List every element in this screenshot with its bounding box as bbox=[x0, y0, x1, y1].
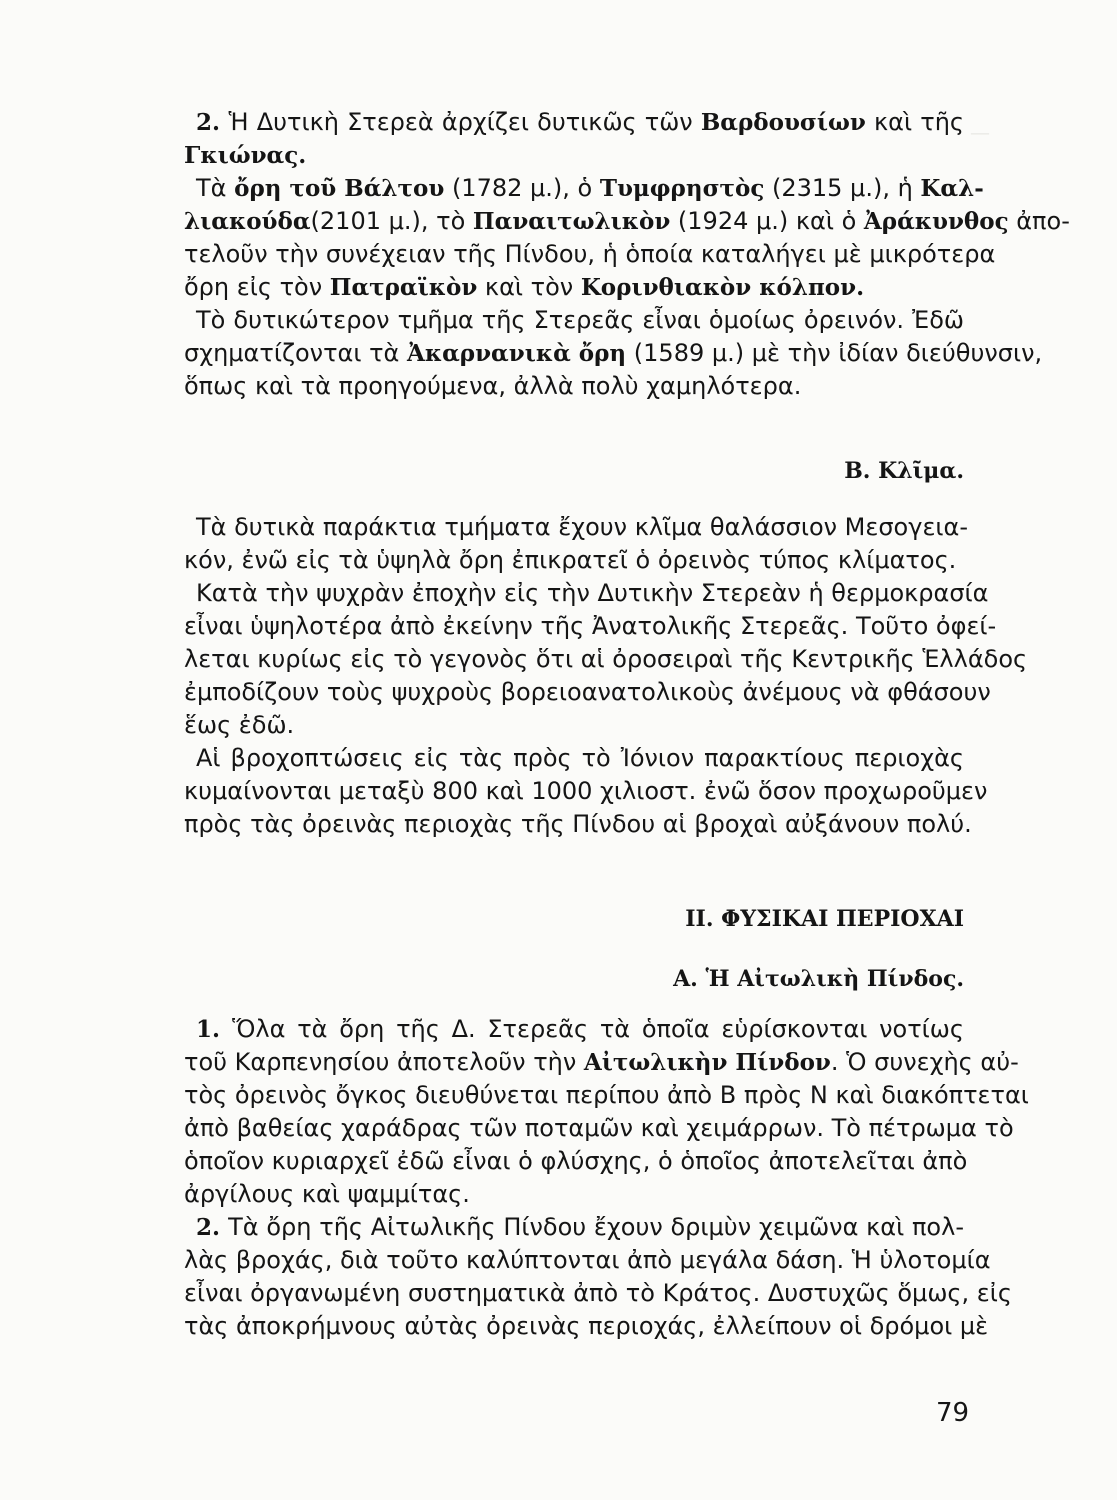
text-line bbox=[184, 1211, 964, 1244]
text-run: πρὸς τὰς ὀρεινὰς περιοχὰς τῆς Πίνδου αἱ βροχαὶ αὐξάνουν πολύ. bbox=[184, 810, 972, 838]
text-run: Τὰ δυτικὰ παράκτια τμήματα ἔχουν κλῖμα θαλάσσιον Μεσογεια- bbox=[196, 513, 969, 541]
text-run: Αἱ βροχοπτώσεις εἰς τὰς πρὸς τὸ Ἰόνιον παρακτίους περιοχὰς bbox=[196, 744, 964, 772]
text-line bbox=[184, 709, 964, 742]
bold-term: 2. bbox=[196, 109, 229, 136]
text-run: λεται κυρίως εἰς τὸ γεγονὸς ὅτι αἱ ὀροσειραὶ τῆς Κεντρικῆς Ἑλλάδος bbox=[184, 645, 1028, 673]
text-run: εἶναι ὑψηλοτέρα ἀπὸ ἐκείνην τῆς Ἀνατολικῆς Στερεᾶς. Τοῦτο ὀφεί- bbox=[184, 612, 997, 640]
text-line bbox=[184, 808, 972, 841]
text-line bbox=[184, 139, 964, 172]
text-line bbox=[184, 1178, 964, 1211]
text-run: Τὰ ὄρη τῆς Αἰτωλικῆς Πίνδου ἔχουν δριμὺν χειμῶνα καὶ πολ- bbox=[228, 1213, 964, 1241]
heading-aitoliki-pindos: Α. Ἡ Αἰτωλικὴ Πίνδος. bbox=[673, 966, 964, 992]
text-run: ἐμποδίζουν τοὺς ψυχροὺς βορειοανατολικοὺς ἀνέμους νὰ φθάσουν bbox=[184, 678, 991, 706]
text-line bbox=[184, 1310, 989, 1343]
bold-term: Καλ- bbox=[920, 175, 984, 202]
text-line bbox=[184, 205, 1070, 238]
bold-term: Παναιτωλικὸν bbox=[472, 208, 671, 235]
text-line bbox=[184, 337, 1043, 370]
bold-term: Ἀράκυνθος bbox=[863, 208, 1009, 235]
text-run: Ἡ Δυτικὴ Στερεὰ ἀρχίζει δυτικῶς τῶν bbox=[228, 108, 701, 136]
text-line bbox=[184, 304, 964, 337]
text-line bbox=[184, 370, 964, 403]
bold-term: λιακούδα bbox=[184, 208, 311, 235]
bold-term: Βαρδουσίων bbox=[700, 109, 866, 136]
text-line bbox=[184, 643, 1028, 676]
text-run: . Ὁ συνεχὴς αὐ- bbox=[830, 1048, 1019, 1076]
text-run: ὅπως καὶ τὰ προηγούμενα, ἀλλὰ πολὺ χαμηλότερα. bbox=[184, 372, 802, 400]
text-run: κυμαίνονται μεταξὺ 800 καὶ 1000 χιλιοστ. ἐνῶ ὅσον προχωροῦμεν bbox=[184, 777, 988, 805]
paragraph-climate bbox=[184, 511, 1028, 841]
text-run: (2101 μ.), τὸ bbox=[310, 207, 473, 235]
bold-term: Πατραϊκὸν bbox=[329, 274, 478, 301]
text-run: ἀργίλους καὶ ψαμμίτας. bbox=[184, 1180, 470, 1208]
text-run: Ὅλα τὰ ὄρη τῆς Δ. Στερεᾶς τὰ ὁποῖα εὑρίσκονται νοτίως bbox=[232, 1015, 964, 1043]
text-line bbox=[184, 511, 969, 544]
text-run: ἀπο- bbox=[1008, 207, 1070, 235]
text-line bbox=[184, 742, 964, 775]
text-run: Τὰ bbox=[196, 174, 235, 202]
bold-term: 1. bbox=[196, 1016, 233, 1043]
page-number: 79 bbox=[936, 1398, 970, 1428]
text-line bbox=[184, 238, 996, 271]
text-run: σχηματίζονται τὰ bbox=[184, 339, 408, 367]
text-run: τὰς ἀποκρήμνους αὐτὰς ὀρεινὰς περιοχάς, ἐλλείπουν οἱ δρόμοι μὲ bbox=[184, 1312, 989, 1340]
bold-term: Τυμφρηστὸς bbox=[599, 175, 765, 202]
text-run: (1589 μ.) μὲ τὴν ἰδίαν διεύθυνσιν, bbox=[626, 339, 1043, 367]
bleed-through-mark: — bbox=[970, 120, 990, 144]
bold-term: Γκιώνας. bbox=[184, 142, 307, 169]
text-run: λὰς βροχάς, διὰ τοῦτο καλύπτονται ἀπὸ μεγάλα δάση. Ἡ ὑλοτομία bbox=[184, 1246, 991, 1274]
text-line bbox=[184, 106, 964, 139]
text-run: (2315 μ.), ἡ bbox=[764, 174, 921, 202]
text-line bbox=[184, 1112, 1014, 1145]
bold-term: Αἰτωλικὴν Πίνδον bbox=[583, 1049, 831, 1076]
text-line bbox=[184, 1145, 968, 1178]
text-line bbox=[184, 1244, 991, 1277]
text-line bbox=[184, 577, 989, 610]
text-run: τοῦ Καρπενησίου ἀποτελοῦν τὴν bbox=[184, 1048, 584, 1076]
text-run: καὶ τὸν bbox=[477, 273, 581, 301]
text-line bbox=[184, 775, 988, 808]
text-run: καὶ τῆς bbox=[865, 108, 964, 136]
paragraph-mountains bbox=[184, 106, 1070, 403]
text-run: ὄρη εἰς τὸν bbox=[184, 273, 330, 301]
text-run: Κατὰ τὴν ψυχρὰν ἐποχὴν εἰς τὴν Δυτικὴν Στερεὰν ἡ θερμοκρασία bbox=[196, 579, 989, 607]
text-line bbox=[184, 172, 984, 205]
text-run: ἕως ἐδῶ. bbox=[184, 711, 295, 739]
heading-physical-regions: ΙΙ. ΦΥΣΙΚΑΙ ΠΕΡΙΟΧΑΙ bbox=[685, 906, 964, 932]
bold-term: Κορινθιακὸν κόλπον. bbox=[580, 274, 865, 301]
text-line bbox=[184, 544, 964, 577]
text-line bbox=[184, 1079, 1029, 1112]
text-line bbox=[184, 610, 997, 643]
text-run: (1782 μ.), ὁ bbox=[444, 174, 600, 202]
heading-climate: Β. Κλῖμα. bbox=[844, 458, 964, 484]
text-line bbox=[184, 1013, 964, 1046]
text-line bbox=[184, 1046, 1019, 1079]
text-run: (1924 μ.) καὶ ὁ bbox=[670, 207, 864, 235]
bold-term: ὄρη τοῦ Βάλτου bbox=[234, 175, 445, 202]
text-line bbox=[184, 1277, 1012, 1310]
text-run: τὸς ὀρεινὸς ὄγκος διευθύνεται περίπου ἀπὸ Β πρὸς Ν καὶ διακόπτεται bbox=[184, 1081, 1029, 1109]
bold-term: 2. bbox=[196, 1214, 229, 1241]
text-line bbox=[184, 271, 964, 304]
bold-term: Ἀκαρνανικὰ ὄρη bbox=[407, 340, 627, 367]
text-run: ἀπὸ βαθείας χαράδρας τῶν ποταμῶν καὶ χειμάρρων. Τὸ πέτρωμα τὸ bbox=[184, 1114, 1014, 1142]
text-run: ὁποῖον κυριαρχεῖ ἐδῶ εἶναι ὁ φλύσχης, ὁ ὁποῖος ἀποτελεῖται ἀπὸ bbox=[184, 1147, 968, 1175]
text-run: τελοῦν τὴν συνέχειαν τῆς Πίνδου, ἡ ὁποία καταλήγει μὲ μικρότερα bbox=[184, 240, 996, 268]
text-run: εἶναι ὀργανωμένη συστηματικὰ ἀπὸ τὸ Κράτος. Δυστυχῶς ὅμως, εἰς bbox=[184, 1279, 1012, 1307]
paragraph-aitoliki-pindos bbox=[184, 1013, 1029, 1343]
text-line bbox=[184, 676, 991, 709]
text-run: Τὸ δυτικώτερον τμῆμα τῆς Στερεᾶς εἶναι ὁμοίως ὀρεινόν. Ἐδῶ bbox=[196, 306, 964, 334]
text-run: κόν, ἐνῶ εἰς τὰ ὑψηλὰ ὄρη ἐπικρατεῖ ὁ ὀρεινὸς τύπος κλίματος. bbox=[184, 546, 957, 574]
